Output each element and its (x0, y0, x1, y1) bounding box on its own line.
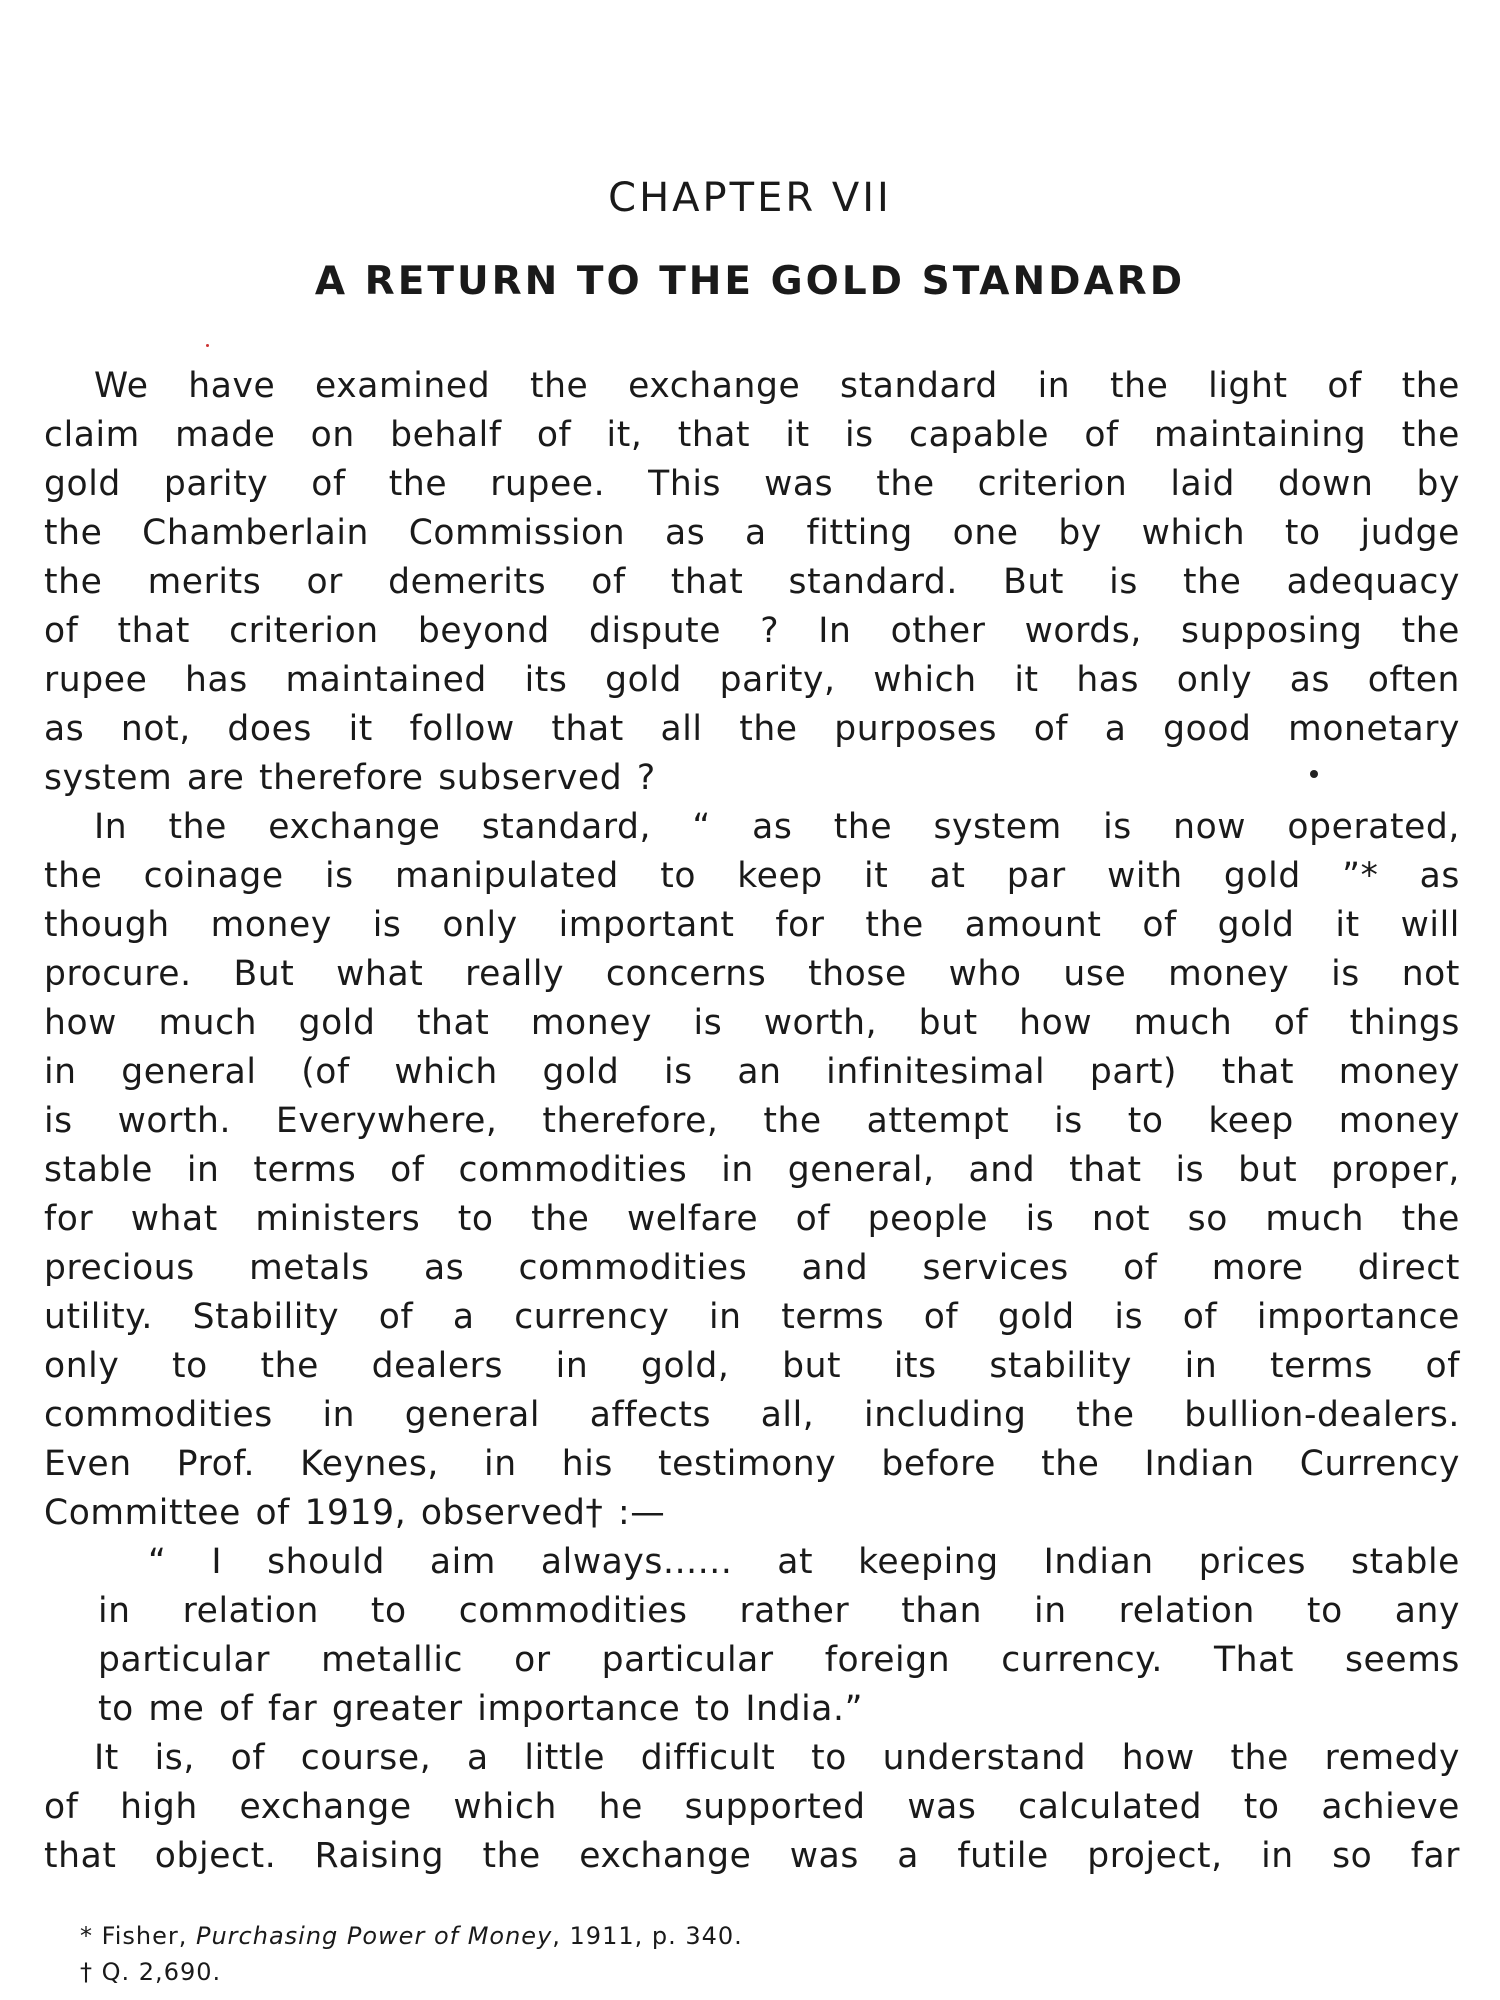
text-line: utility. Stability of a currency in terms of gold is of importance (44, 1297, 1460, 1337)
text-line: stable in terms of commodities in general, and that is but proper, (44, 1150, 1460, 1190)
text-line: for what ministers to the welfare of people is not so much the (44, 1199, 1460, 1239)
footnote-2 (80, 1954, 743, 1990)
text-line: Committee of 1919, observed† :— (44, 1493, 666, 1533)
text-line: rupee has maintained its gold parity, which it has only as often (44, 660, 1460, 700)
scan-speck (1310, 770, 1318, 778)
text-line: precious metals as commodities and services of more direct (44, 1248, 1460, 1288)
text-line: the Chamberlain Commission as a fitting one by which to judge (44, 513, 1460, 553)
chapter-label: CHAPTER VII (608, 175, 892, 221)
text-line: of that criterion beyond dispute ? In other words, supposing the (44, 611, 1460, 651)
text-line: Even Prof. Keynes, in his testimony before the Indian Currency (44, 1444, 1460, 1484)
text-line: though money is only important for the amount of gold it will (44, 905, 1460, 945)
footnote-marker: † (80, 1958, 93, 1986)
body-text (44, 362, 1460, 1881)
footnote-marker: * (80, 1922, 93, 1950)
text-line: particular metallic or particular foreign currency. That seems (98, 1640, 1460, 1680)
footnote-text: Q. 2,690. (101, 1958, 222, 1986)
text-line: the merits or demerits of that standard. But is the adequacy (44, 562, 1460, 602)
paragraph-1 (44, 362, 1460, 803)
footnote-1 (80, 1918, 743, 1954)
text-line: only to the dealers in gold, but its stability in terms of (44, 1346, 1460, 1386)
footnote-citation: , 1911, p. 340. (552, 1922, 743, 1950)
text-line: We have examined the exchange standard in the light of the (94, 366, 1460, 406)
text-line: “ I should aim always...... at keeping Indian prices stable (148, 1542, 1460, 1582)
text-line: to me of far greater importance to India.” (98, 1689, 864, 1729)
block-quote (44, 1538, 1460, 1734)
scan-speck (206, 344, 209, 347)
footnotes (80, 1918, 743, 1990)
text-line: gold parity of the rupee. This was the criterion laid down by (44, 464, 1460, 504)
text-line: in general (of which gold is an infinitesimal part) that money (44, 1052, 1460, 1092)
text-line: procure. But what really concerns those who use money is not (44, 954, 1460, 994)
text-line: commodities in general affects all, including the bullion-dealers. (44, 1395, 1460, 1435)
text-line: is worth. Everywhere, therefore, the attempt is to keep money (44, 1101, 1460, 1141)
text-line: In the exchange standard, “ as the system is now operated, (94, 807, 1460, 847)
text-line: It is, of course, a little difficult to understand how the remedy (94, 1738, 1460, 1778)
paragraph-3 (44, 1734, 1460, 1881)
paragraph-2 (44, 803, 1460, 1538)
text-line: as not, does it follow that all the purposes of a good monetary (44, 709, 1460, 749)
footnote-author: Fisher, (101, 1922, 188, 1950)
text-line: how much gold that money is worth, but how much of things (44, 1003, 1460, 1043)
text-line: the coinage is manipulated to keep it at par with gold ”* as (44, 856, 1460, 896)
text-line: system are therefore subserved ? (44, 758, 656, 798)
chapter-title: A RETURN TO THE GOLD STANDARD (314, 259, 1186, 304)
text-line: claim made on behalf of it, that it is capable of maintaining the (44, 415, 1460, 455)
text-line: in relation to commodities rather than in relation to any (98, 1591, 1460, 1631)
text-line: of high exchange which he supported was calculated to achieve (44, 1787, 1460, 1827)
text-line: that object. Raising the exchange was a futile project, in so far (44, 1836, 1460, 1876)
footnote-book-title: Purchasing Power of Money (195, 1922, 553, 1950)
